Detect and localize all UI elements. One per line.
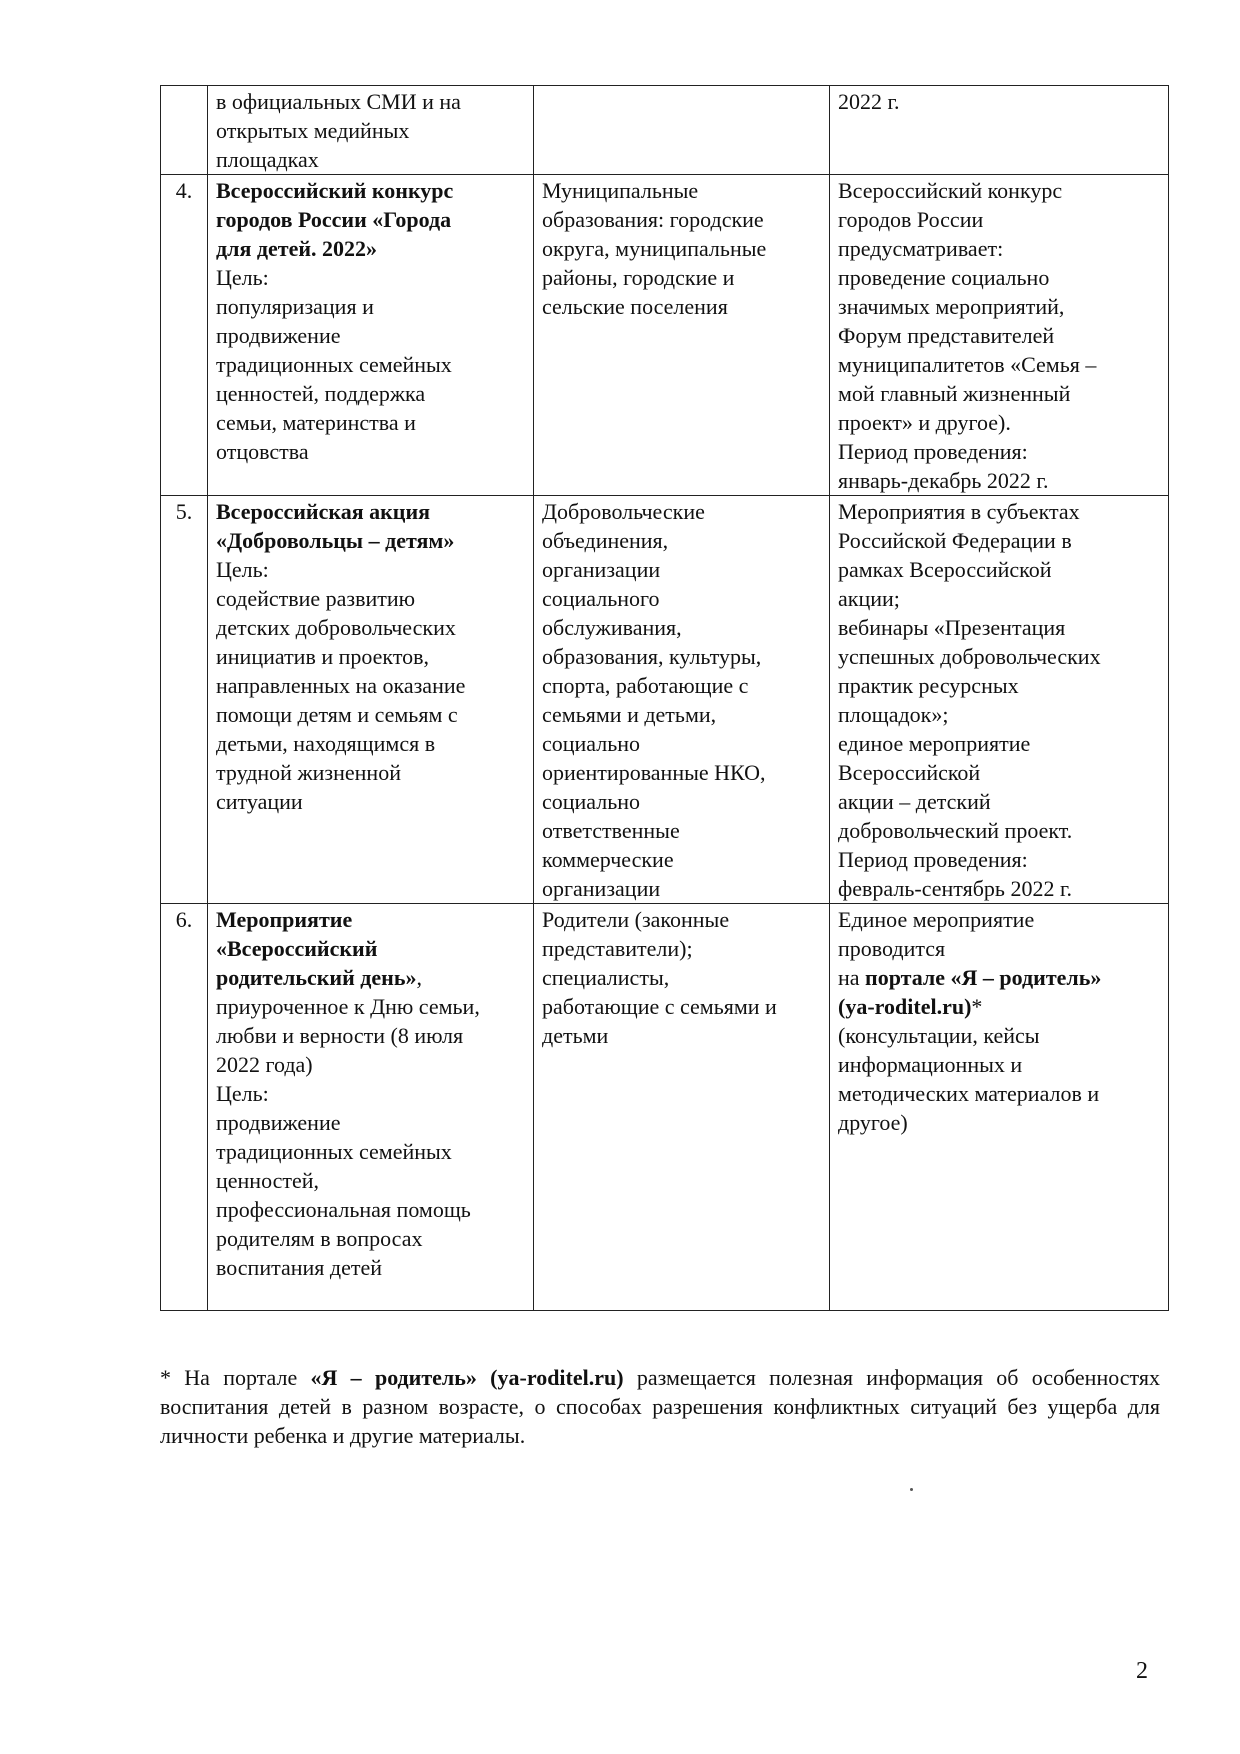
participants-cell	[534, 496, 830, 904]
cell-line: другое)	[838, 1110, 908, 1135]
cell-line: ценностей, поддержка	[216, 381, 426, 406]
cell-line: площадках	[216, 147, 319, 172]
cell-line: «Добровольцы – детям»	[216, 528, 455, 553]
cell-line: отцовства	[216, 439, 309, 464]
cell-line: Всероссийская акция	[216, 499, 431, 524]
cell-line: Всероссийской	[838, 760, 981, 785]
cell-line: вебинары «Презентация	[838, 615, 1066, 640]
cell-line: профессиональная помощь	[216, 1197, 471, 1222]
cell-line: обслуживания,	[542, 615, 682, 640]
cell-line: предусматривает:	[838, 236, 1004, 261]
cell-line: ситуации	[216, 789, 303, 814]
cell-line: округа, муниципальные	[542, 236, 767, 261]
cell-line: Мероприятия в субъектах	[838, 499, 1080, 524]
cell-line: Мероприятие	[216, 907, 353, 932]
event-cell	[208, 904, 534, 1311]
cell-line: социального	[542, 586, 660, 611]
cell-line: ответственные	[542, 818, 680, 843]
details-cell	[830, 175, 1169, 496]
row-number: 6.	[161, 904, 208, 1311]
cell-line: традиционных семейных	[216, 1139, 452, 1164]
cell-line: (консультации, кейсы	[838, 1023, 1040, 1048]
cell-line: Цель:	[216, 265, 269, 290]
cell-line: успешных добровольческих	[838, 644, 1101, 669]
cell-line: родителям в вопросах	[216, 1226, 423, 1251]
details-cell	[830, 904, 1169, 1311]
cell-line: открытых медийных	[216, 118, 410, 143]
cell-line: практик ресурсных	[838, 673, 1019, 698]
cell-line: в официальных СМИ и на	[216, 89, 461, 114]
cell-line: Форум представителей	[838, 323, 1055, 348]
cell-line: значимых мероприятий,	[838, 294, 1065, 319]
cell-line: городов России	[838, 207, 984, 232]
cell-line: проект» и другое).	[838, 410, 1011, 435]
cell-line: 2022 г.	[838, 89, 900, 114]
cell-line: образования: городские	[542, 207, 764, 232]
cell-line: Период проведения:	[838, 439, 1028, 464]
cell-line: продвижение	[216, 323, 341, 348]
row-number: 5.	[161, 496, 208, 904]
event-cell	[208, 175, 534, 496]
cell-line: любви и верности (8 июля	[216, 1023, 464, 1048]
cell-line: трудной жизненной	[216, 760, 401, 785]
cell-line: единое мероприятие	[838, 731, 1031, 756]
cell-line: помощи детям и семьям с	[216, 702, 458, 727]
page-number: 2	[1136, 1658, 1148, 1684]
cell-line: «Всероссийский	[216, 936, 378, 961]
cell-line: (ya-roditel.ru)*	[838, 994, 983, 1019]
cell-line: Добровольческие	[542, 499, 705, 524]
cell-line: районы, городские и	[542, 265, 735, 290]
cell-line: Цель:	[216, 1081, 269, 1106]
details-cell	[830, 86, 1169, 175]
cell-line: инициатив и проектов,	[216, 644, 430, 669]
table-row	[161, 175, 1169, 496]
participants-cell	[534, 904, 830, 1311]
cell-line: январь-декабрь 2022 г.	[838, 468, 1049, 493]
table-row	[161, 86, 1169, 175]
cell-line: информационных и	[838, 1052, 1023, 1077]
cell-line: Муниципальные	[542, 178, 699, 203]
cell-line: направленных на оказание	[216, 673, 466, 698]
cell-line: Единое мероприятие	[838, 907, 1035, 932]
cell-line: Период проведения:	[838, 847, 1028, 872]
cell-line: проводится	[838, 936, 946, 961]
cell-line: семьями и детьми,	[542, 702, 717, 727]
cell-line: представители);	[542, 936, 693, 961]
cell-line: продвижение	[216, 1110, 341, 1135]
table-row	[161, 496, 1169, 904]
participants-cell	[534, 175, 830, 496]
cell-line: февраль-сентябрь 2022 г.	[838, 876, 1072, 901]
cell-line: родительский день»,	[216, 965, 422, 990]
cell-line: специалисты,	[542, 965, 670, 990]
event-cell	[208, 86, 534, 175]
cell-line: сельские поселения	[542, 294, 728, 319]
cell-line: содействие развитию	[216, 586, 416, 611]
cell-line: мой главный жизненный	[838, 381, 1071, 406]
footnote: * На портале «Я – родитель» (ya-roditel.ru) размещается полезная информация об особенностях воспитания детей в разном возрасте, о способах разрешения конфликтных ситуаций без ущерба для личности ребенка и другие материалы.	[160, 1365, 1160, 1448]
row-number	[161, 86, 208, 175]
cell-line: спорта, работающие с	[542, 673, 749, 698]
cell-line: ориентированные НКО,	[542, 760, 766, 785]
cell-line: приуроченное к Дню семьи,	[216, 994, 480, 1019]
details-cell	[830, 496, 1169, 904]
cell-line: популяризация и	[216, 294, 374, 319]
cell-line: коммерческие	[542, 847, 674, 872]
cell-line: детьми, находящимся в	[216, 731, 436, 756]
cell-line: на портале «Я – родитель»	[838, 965, 1102, 990]
cell-line: социально	[542, 789, 641, 814]
cell-line: акции;	[838, 586, 900, 611]
row-number: 4.	[161, 175, 208, 496]
cell-line: организации	[542, 557, 661, 582]
cell-line: ценностей,	[216, 1168, 320, 1193]
cell-line: Всероссийский конкурс	[838, 178, 1063, 203]
events-table	[160, 85, 1169, 1311]
cell-line: площадок»;	[838, 702, 949, 727]
cell-line: семьи, материнства и	[216, 410, 416, 435]
cell-line: работающие с семьями и	[542, 994, 777, 1019]
cell-line: проведение социально	[838, 265, 1050, 290]
cell-line: Всероссийский конкурс	[216, 178, 454, 203]
table-row	[161, 904, 1169, 1311]
cell-line: Цель:	[216, 557, 269, 582]
scan-dot	[910, 1488, 913, 1491]
cell-line: муниципалитетов «Семья –	[838, 352, 1097, 377]
participants-cell	[534, 86, 830, 175]
cell-line: методических материалов и	[838, 1081, 1100, 1106]
cell-line: социально	[542, 731, 641, 756]
cell-line: организации	[542, 876, 661, 901]
cell-line: добровольческий проект.	[838, 818, 1073, 843]
cell-line: образования, культуры,	[542, 644, 762, 669]
cell-line: рамках Всероссийской	[838, 557, 1052, 582]
cell-line: для детей. 2022»	[216, 236, 378, 261]
cell-line: объединения,	[542, 528, 669, 553]
cell-line: детьми	[542, 1023, 609, 1048]
event-cell	[208, 496, 534, 904]
cell-line: Родители (законные	[542, 907, 730, 932]
cell-line: воспитания детей	[216, 1255, 383, 1280]
cell-line: 2022 года)	[216, 1052, 313, 1077]
cell-line: Российской Федерации в	[838, 528, 1072, 553]
cell-line: детских добровольческих	[216, 615, 456, 640]
cell-line: традиционных семейных	[216, 352, 452, 377]
cell-line: акции – детский	[838, 789, 991, 814]
cell-line: городов России «Города	[216, 207, 452, 232]
